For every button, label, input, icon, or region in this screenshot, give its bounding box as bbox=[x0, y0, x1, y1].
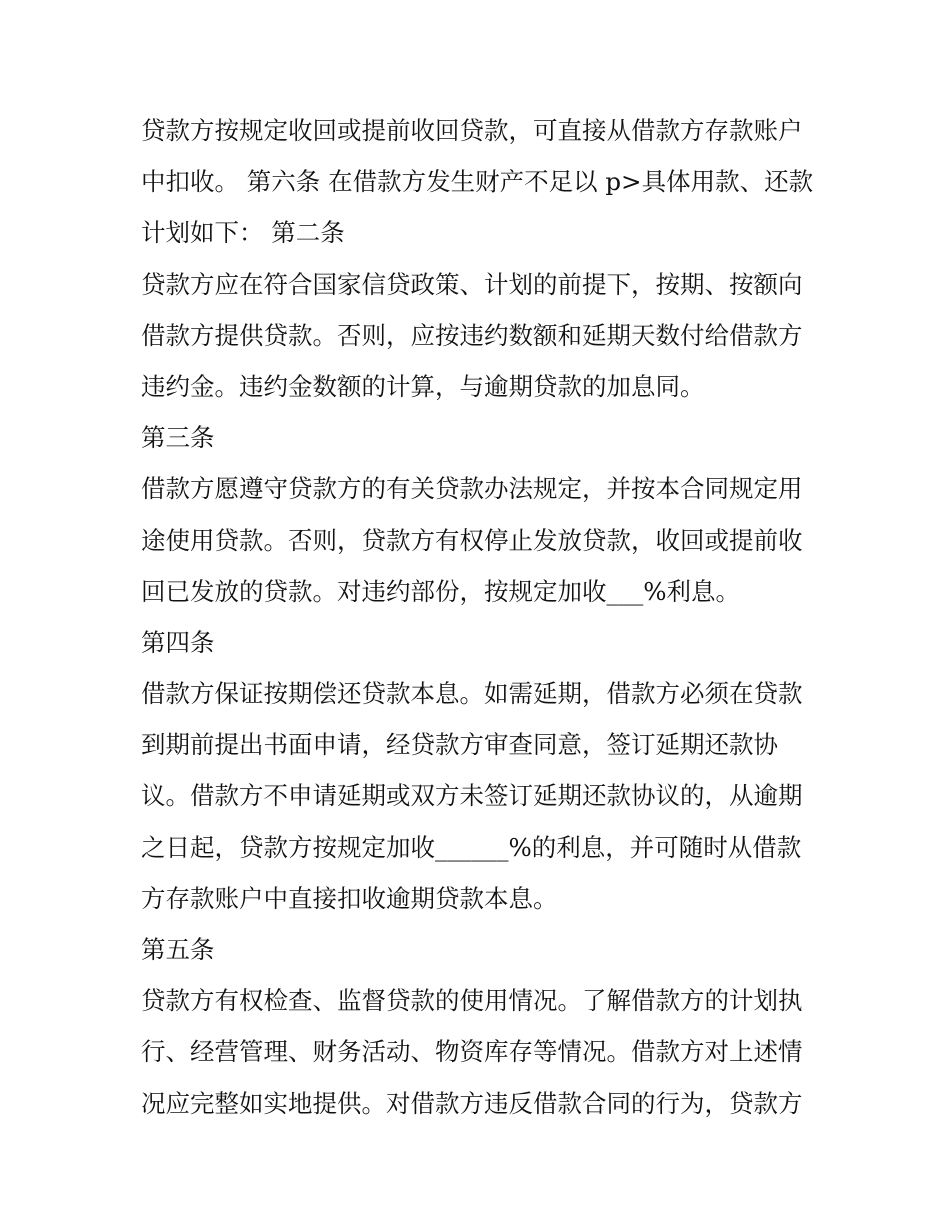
document-body bbox=[141, 105, 821, 1129]
text-line: 贷款方按规定收回或提前收回贷款，可直接从借款方存款账户 bbox=[141, 116, 803, 145]
text-line: 方存款账户中直接扣收逾期贷款本息。 bbox=[141, 883, 558, 913]
section-heading: 第三条 bbox=[141, 423, 215, 453]
text-line: 议。借款方不申请延期或双方未签订延期还款协议的，从逾期 bbox=[141, 781, 803, 811]
text-line: 计划如下： 第二条 bbox=[141, 218, 345, 248]
text-line: 借款方愿遵守贷款方的有关贷款办法规定，并按本合同规定用 bbox=[141, 474, 803, 504]
text-line: 行、经营管理、财务活动、物资库存等情况。借款方对上述情 bbox=[141, 1037, 803, 1067]
text-line: 途使用贷款。否则，贷款方有权停止发放贷款，收回或提前收 bbox=[141, 525, 803, 555]
text-line: 贷款方有权检查、监督贷款的使用情况。了解借款方的计划执 bbox=[141, 986, 803, 1016]
text-line: 违约金。违约金数额的计算，与逾期贷款的加息同。 bbox=[141, 371, 705, 401]
text-line: 之日起，贷款方按规定加收______%的利息，并可随时从借款 bbox=[141, 832, 802, 862]
text-line: 中扣收。 第六条 在借款方发生财产不足以 p>具体用款、还款 bbox=[141, 167, 814, 197]
text-line: 借款方提供贷款。否则，应按违约数额和延期天数付给借款方 bbox=[141, 320, 803, 350]
text-line: 借款方保证按期偿还贷款本息。如需延期，借款方必须在贷款 bbox=[141, 679, 803, 709]
text-line: 况应完整如实地提供。对借款方违反借款合同的行为，贷款方 bbox=[141, 1088, 803, 1118]
section-heading: 第四条 bbox=[141, 627, 215, 657]
section-heading: 第五条 bbox=[141, 935, 215, 964]
text-line: 到期前提出书面申请，经贷款方审查同意，签订延期还款协 bbox=[141, 730, 778, 760]
text-line: 回已发放的贷款。对违约部份，按规定加收___%利息。 bbox=[141, 576, 741, 606]
text-line: 贷款方应在符合国家信贷政策、计划的前提下，按期、按额向 bbox=[141, 269, 803, 299]
